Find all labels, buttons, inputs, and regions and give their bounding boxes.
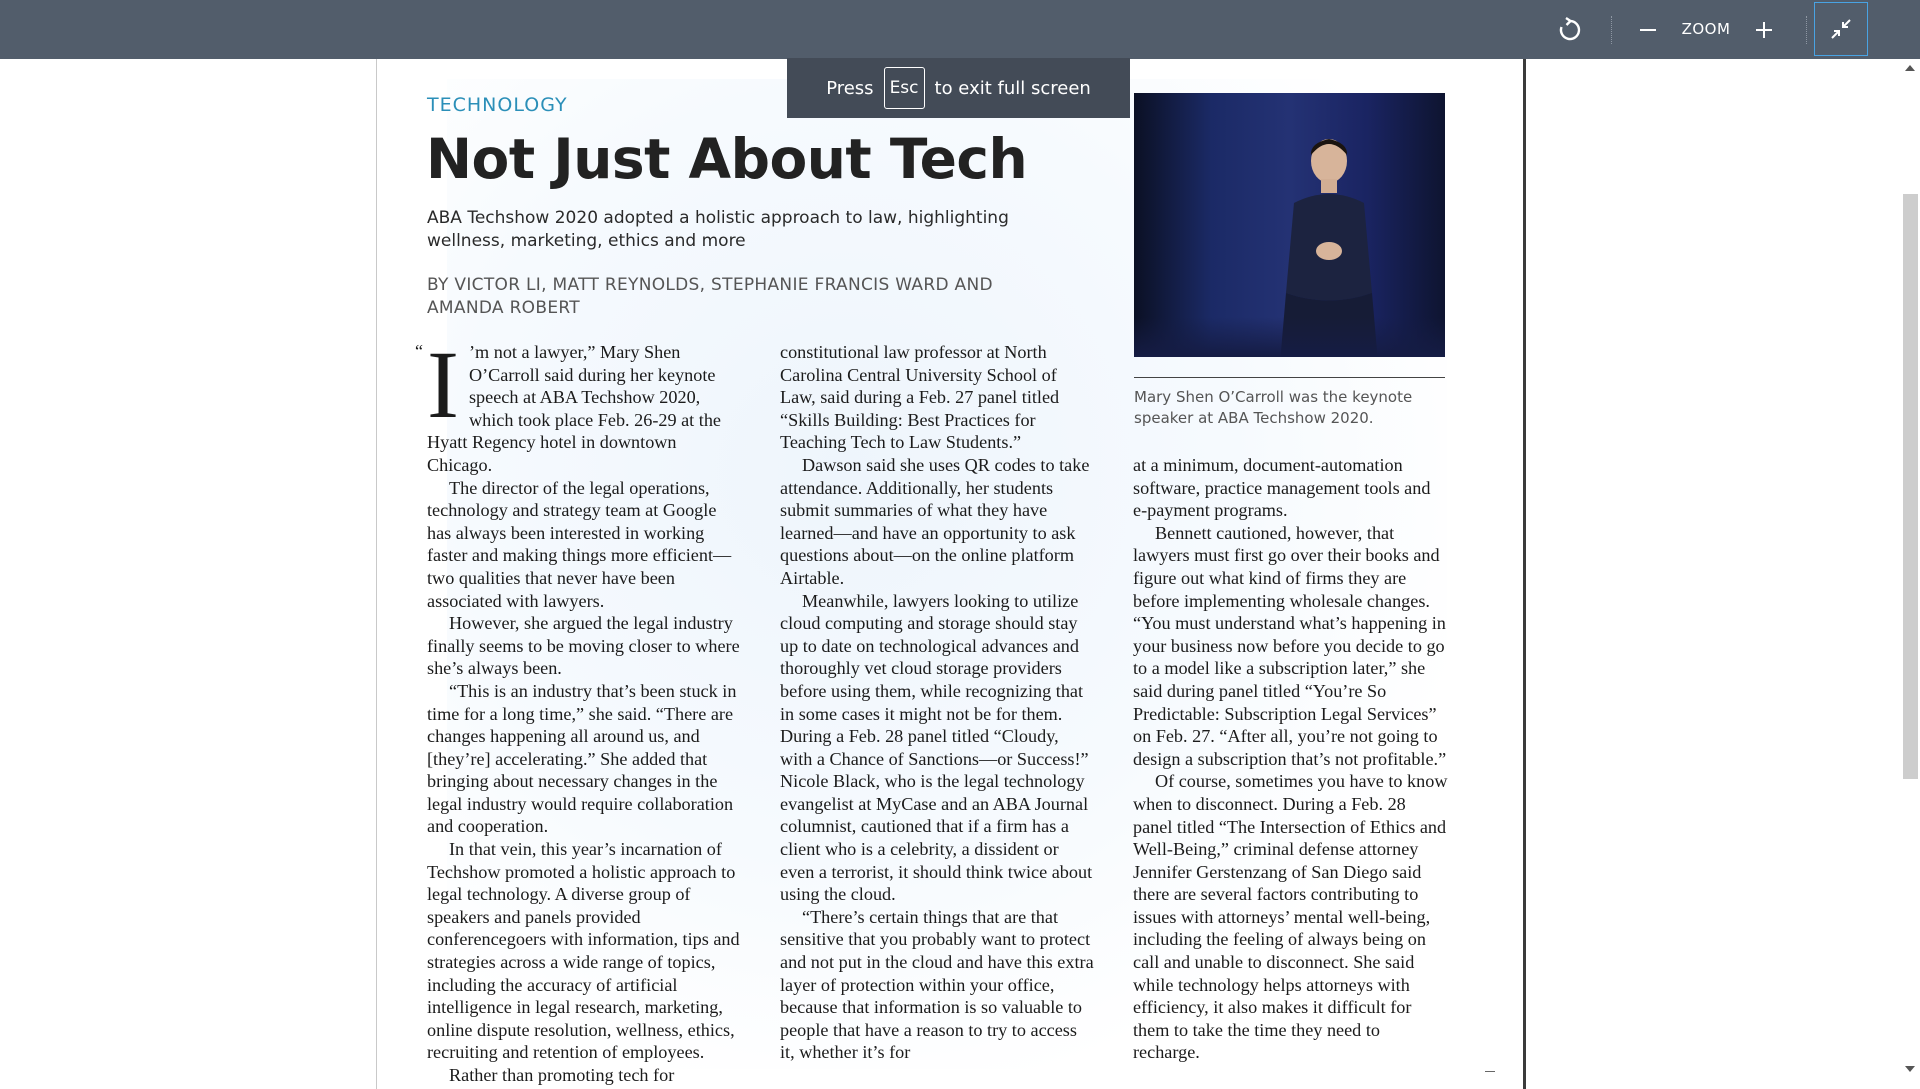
article-column-3 xyxy=(1133,454,1448,1064)
article-paragraph: Dawson said she uses QR codes to take attendance. Additionally, her students submit summaries of what they have learned—and have an opportunity to ask questions about—on the online platform Airtable. xyxy=(780,454,1090,588)
article-paragraph: Bennett cautioned, however, that lawyers must first go over their books and figure out what kind of firms they are before implementing wholesale changes. “You must understand what’s happening in your business now before you decide to go to a model like a subscription later,” she said during panel titled “You’re So Predictable: Subscription Legal Services” on Feb. 27. “After all, you’re not going to design a subscription that’s not profitable.” xyxy=(1133,522,1447,769)
article-paragraph: I ’m not a lawyer,” Mary Shen O’Carroll said during her keynote speech at ABA Techshow 2020, which took place Feb. 26-29 at the Hyatt Regency hotel in downtown Chicago. xyxy=(427,331,722,475)
scroll-up-arrow-icon[interactable] xyxy=(1905,65,1915,71)
zoom-out-button[interactable] xyxy=(1626,0,1670,59)
article-paragraph: at a minimum, document-automation software, practice management tools and e-payment programs. xyxy=(1133,455,1431,521)
exit-fullscreen-icon xyxy=(1829,17,1853,41)
exit-fullscreen-button[interactable] xyxy=(1814,2,1868,56)
stage-floor xyxy=(1134,317,1445,357)
keynote-photo xyxy=(1134,93,1445,357)
article-byline: BY VICTOR LI, MATT REYNOLDS, STEPHANIE FRANCIS WARD AND AMANDA ROBERT xyxy=(427,275,993,318)
article-paragraph: “This is an industry that’s been stuck in time for a long time,” she said. “There are changes happening all around us, and [they’re] accelerating.” She added that bringing about necessary changes in the legal industry would require collaboration and cooperation. xyxy=(427,680,737,837)
dropcap-quote: “ xyxy=(415,341,423,361)
dropcap-letter: I xyxy=(427,331,459,438)
section-label: TECHNOLOGY xyxy=(427,94,568,116)
article-paragraph: Rather than promoting tech for xyxy=(449,1065,675,1085)
toolbar-divider xyxy=(1611,16,1612,44)
scroll-down-arrow-icon[interactable] xyxy=(1905,1066,1915,1072)
article-paragraph: In that vein, this year’s incarnation of Techshow promoted a holistic approach to legal technology. A diverse group of speakers and panels provided conferencegoers with information, tips and strategies across a wide range of topics, including the accuracy of artificial intelligence in legal research, marketing, online dispute resolution, wellness, ethics, recruiting and retention of employees. xyxy=(427,839,740,1063)
toast-press-text: Press xyxy=(826,77,874,99)
minus-icon xyxy=(1638,20,1658,40)
scroll-thumb[interactable] xyxy=(1903,194,1918,779)
viewer-toolbar xyxy=(0,0,1920,59)
rotate-icon xyxy=(1557,17,1583,43)
article-column-2 xyxy=(780,341,1095,1064)
zoom-label: ZOOM xyxy=(1681,20,1731,38)
article-dek: ABA Techshow 2020 adopted a holistic approach to law, highlighting wellness, marketing, ethics and more xyxy=(427,208,1009,251)
article-paragraph: The director of the legal operations, technology and strategy team at Google has always been interested in working faster and making things more efficient—two qualities that never have been associated with lawyers. xyxy=(427,477,732,611)
page-footer-mark xyxy=(1485,1071,1495,1072)
article-headline: Not Just About Tech xyxy=(426,127,1028,191)
article-column-1 xyxy=(427,331,742,1087)
zoom-in-button[interactable] xyxy=(1742,0,1786,59)
article-paragraph: Of course, sometimes you have to know when to disconnect. During a Feb. 28 panel titled “The Intersection of Ethics and Well-Being,” criminal defense attorney Jennifer Gerstenzang of San Diego said there are several factors contributing to issues with attorneys’ mental well-being, including the feeling of always being on call and unable to disconnect. She said while technology helps attorneys with efficiency, it also makes it difficult for them to take the time they need to recharge. xyxy=(1133,771,1448,1063)
caption-rule xyxy=(1134,377,1445,378)
toast-rest-text: to exit full screen xyxy=(934,77,1091,99)
photo-caption: Mary Shen O’Carroll was the keynote speaker at ABA Techshow 2020. xyxy=(1134,388,1413,427)
esc-key-badge: Esc xyxy=(884,67,925,109)
rotate-button[interactable] xyxy=(1548,0,1592,59)
article-paragraph: “There’s certain things that are that sensitive that you probably want to protect and not put in the cloud and have this extra layer of protection within your office, because that information is so valuable to people that have a reason to try to access it, whether it’s for xyxy=(780,906,1094,1063)
article-paragraph: However, she argued the legal industry finally seems to be moving closer to where she’s always been. xyxy=(427,613,740,679)
vertical-scrollbar[interactable] xyxy=(1900,59,1920,1080)
exit-fullscreen-toast xyxy=(787,58,1130,118)
plus-icon xyxy=(1754,20,1774,40)
article-paragraph: constitutional law professor at North Carolina Central University School of Law, said during a Feb. 27 panel titled “Skills Building: Best Practices for Teaching Tech to Law Students.” xyxy=(780,342,1060,453)
article-paragraph: Meanwhile, lawyers looking to utilize cloud computing and storage should stay up to date on technological advances and thoroughly vet cloud storage providers before using them, while recognizing that in some cases it might not be for them. During a Feb. 28 panel titled “Cloudy, with a Chance of Sanctions—or Success!” Nicole Black, who is the legal technology evangelist at MyCase and an ABA Journal columnist, cautioned that if a firm has a client who is a celebrity, a dissident or even a terrorist, it should think twice about using the cloud. xyxy=(780,590,1093,905)
document-page xyxy=(376,59,1526,1089)
toolbar-divider xyxy=(1806,16,1807,44)
